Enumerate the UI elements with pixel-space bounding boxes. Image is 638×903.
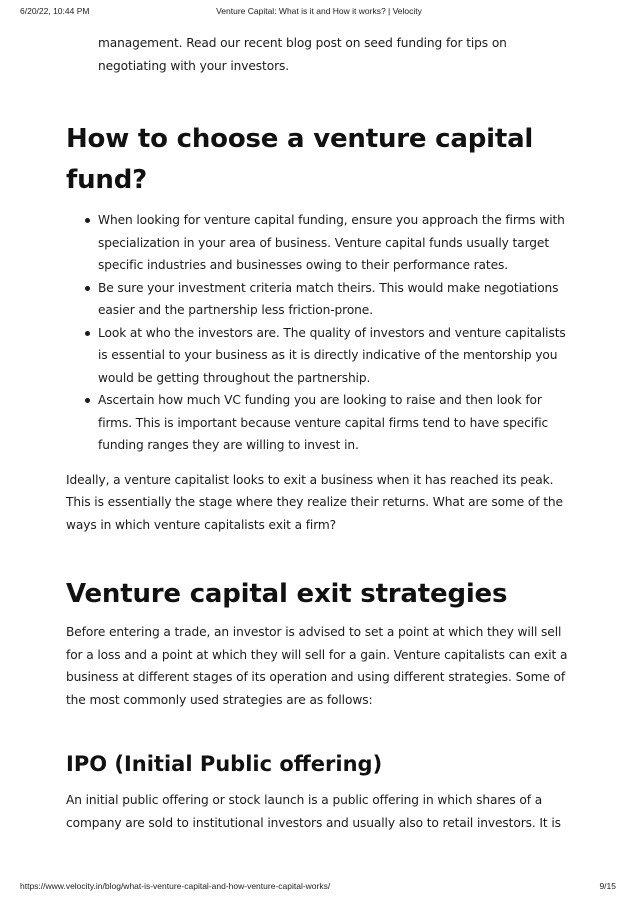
list-item-text: When looking for venture capital funding, ensure you approach the firms with specialization in your area of business. Venture capital funds usually target specific industries and businesses owing to their performance rates. — [98, 213, 565, 272]
bullet-icon — [85, 331, 90, 336]
page-number: 9/15 — [599, 881, 616, 891]
ipo-paragraph: An initial public offering or stock launch is a public offering in which shares of a company are sold to institutional investors and usually also to retail investors. It is — [66, 793, 561, 830]
choose-fund-list — [66, 209, 578, 457]
print-datetime: 6/20/22, 10:44 PM — [20, 6, 90, 16]
section-heading-choose-fund: How to choose a venture capital fund? — [66, 124, 534, 195]
article-content — [66, 32, 578, 834]
print-url: https://www.velocity.in/blog/what-is-venture-capital-and-how-venture-capital-works/ — [20, 881, 331, 891]
list-item — [98, 322, 578, 390]
list-item-text: Be sure your investment criteria match theirs. This would make negotiations easier and the partnership less friction-prone. — [98, 280, 559, 317]
bullet-icon — [85, 218, 90, 223]
section-heading-exit-strategies: Venture capital exit strategies — [66, 579, 508, 609]
print-footer — [0, 881, 638, 895]
lead-paragraph: management. Read our recent blog post on seed funding for tips on negotiating with your investors. — [98, 36, 507, 73]
print-page-title: Venture Capital: What is it and How it works? | Velocity — [216, 6, 422, 16]
exit-intro-paragraph: Ideally, a venture capitalist looks to exit a business when it has reached its peak. This is essentially the stage where they realize their returns. What are some of the ways in which venture capitalists exit a firm? — [66, 472, 563, 532]
section-heading-ipo: IPO (Initial Public offering) — [66, 752, 383, 776]
list-item-text: Look at who the investors are. The quality of investors and venture capitalists is essential to your business as it is directly indicative of the mentorship you would be getting throughout the partnership. — [98, 325, 566, 385]
bullet-icon — [85, 398, 90, 403]
bullet-icon — [85, 286, 90, 291]
list-item — [98, 277, 578, 322]
list-item — [98, 389, 578, 457]
list-item-text: Ascertain how much VC funding you are looking to raise and then look for firms. This is important because venture capital firms tend to have specific funding ranges they are willing to invest in. — [98, 393, 549, 452]
exit-strategies-paragraph: Before entering a trade, an investor is advised to set a point at which they will sell for a loss and a point at which they will sell for a gain. Venture capitalists can exit a business at different stages of its operation and using different strategies. Some of the most commonly used strategies are as follows: — [66, 625, 568, 707]
print-header — [0, 6, 638, 20]
list-item — [98, 209, 578, 277]
